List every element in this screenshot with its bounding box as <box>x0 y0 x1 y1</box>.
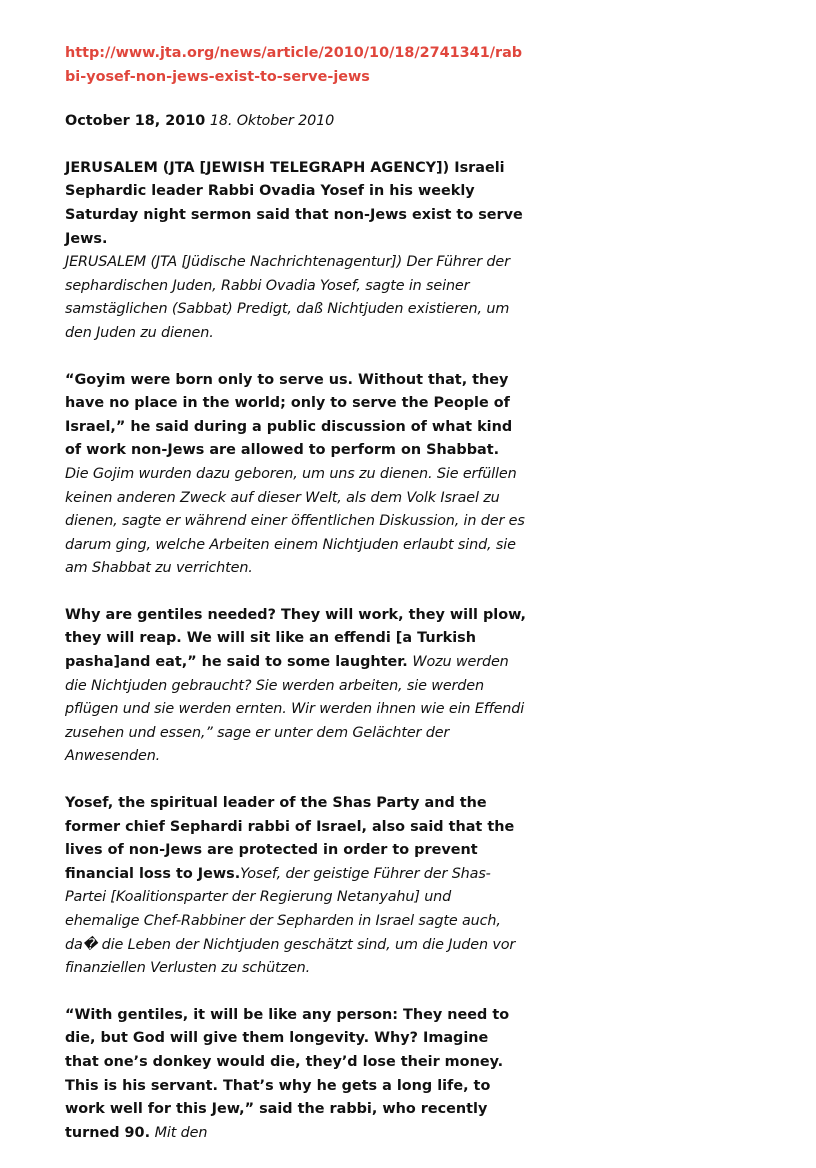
paragraph-1-english: JERUSALEM (JTA [JEWISH TELEGRAPH AGENCY]) Israeli Sephardic leader Rabbi Ovadia Yosef in his weekly Saturday night sermon said that non-Jews exist to serve Jews. <box>65 159 523 247</box>
paragraph-1 <box>65 157 527 346</box>
paragraph-4-english: Yosef, the spiritual leader of the Shas Party and the former chief Sephardi rabbi of Israel, also said that the lives of non-Jews are protected in order to prevent financial loss to Jews. <box>65 795 515 882</box>
dateline <box>65 110 527 134</box>
paragraph-4-german: Yosef, der geistige Führer der Shas-Partei [Koalitionsparter der Regierung Netanyahu] und ehemalige Chef-Rabbiner der Sepharden in Israel sagte auch, da� die Leben der Nichtjuden geschätzt sind, um die Juden vor finanziellen Verlusten zu schützen. <box>65 865 516 977</box>
dateline-english: October 18, 2010 <box>65 113 206 130</box>
dateline-german: 18. Oktober 2010 <box>209 113 335 130</box>
paragraph-4 <box>65 792 527 981</box>
paragraph-2-english: “Goyim were born only to serve us. Without that, they have no place in the world; only to serve the People of Israel,” he said during a public discussion of what kind of work non-Jews are allowed to perform on Shabbat. <box>65 371 513 459</box>
paragraph-3-german: Wozu werden die Nichtjuden gebraucht? Sie werden arbeiten, sie werden pflügen und sie werden ernten. Wir werden ihnen wie ein Effendi zusehen und essen,” sage er unter dem Gelächter der Anwesenden. <box>65 654 525 765</box>
source-url-link[interactable]: http://www.jta.org/news/article/2010/10/18/2741341/rabbi-yosef-non-jews-exist-to-serve-jews <box>65 45 523 85</box>
paragraph-3-english: Why are gentiles needed? They will work, they will plow, they will reap. We will sit like an effendi [a Turkish pasha]and eat,” he said to some laughter. <box>65 606 526 671</box>
paragraph-2 <box>65 369 527 581</box>
paragraph-1-german: JERUSALEM (JTA [Jüdische Nachrichtenagentur]) Der Führer der sephardischen Juden, Rabbi Ovadia Yosef, sagte in seiner samstäglichen (Sabbat) Predigt, daß Nichtjuden existieren, um den Juden zu dienen. <box>65 254 510 341</box>
paragraph-5-english: “With gentiles, it will be like any person: They need to die, but God will give them longevity. Why? Imagine that one’s donkey would die, they’d lose their money. This is his servant. That’s why he gets a long life, to work well for this Jew,” said the rabbi, who recently turned 90. <box>65 1006 510 1141</box>
paragraph-5 <box>65 1004 527 1146</box>
paragraph-5-german: Mit den <box>154 1124 208 1141</box>
paragraph-2-german: Die Gojim wurden dazu geboren, um uns zu dienen. Sie erfüllen keinen anderen Zweck auf dieser Welt, als dem Volk Israel zu dienen, sagte er während einer öffentlichen Diskussion, in der es darum ging, welche Arbeiten einem Nichtjuden erlaubt sind, sie am Shabbat zu verrichten. <box>65 465 525 577</box>
article-body <box>65 42 527 1168</box>
paragraph-3 <box>65 604 527 769</box>
